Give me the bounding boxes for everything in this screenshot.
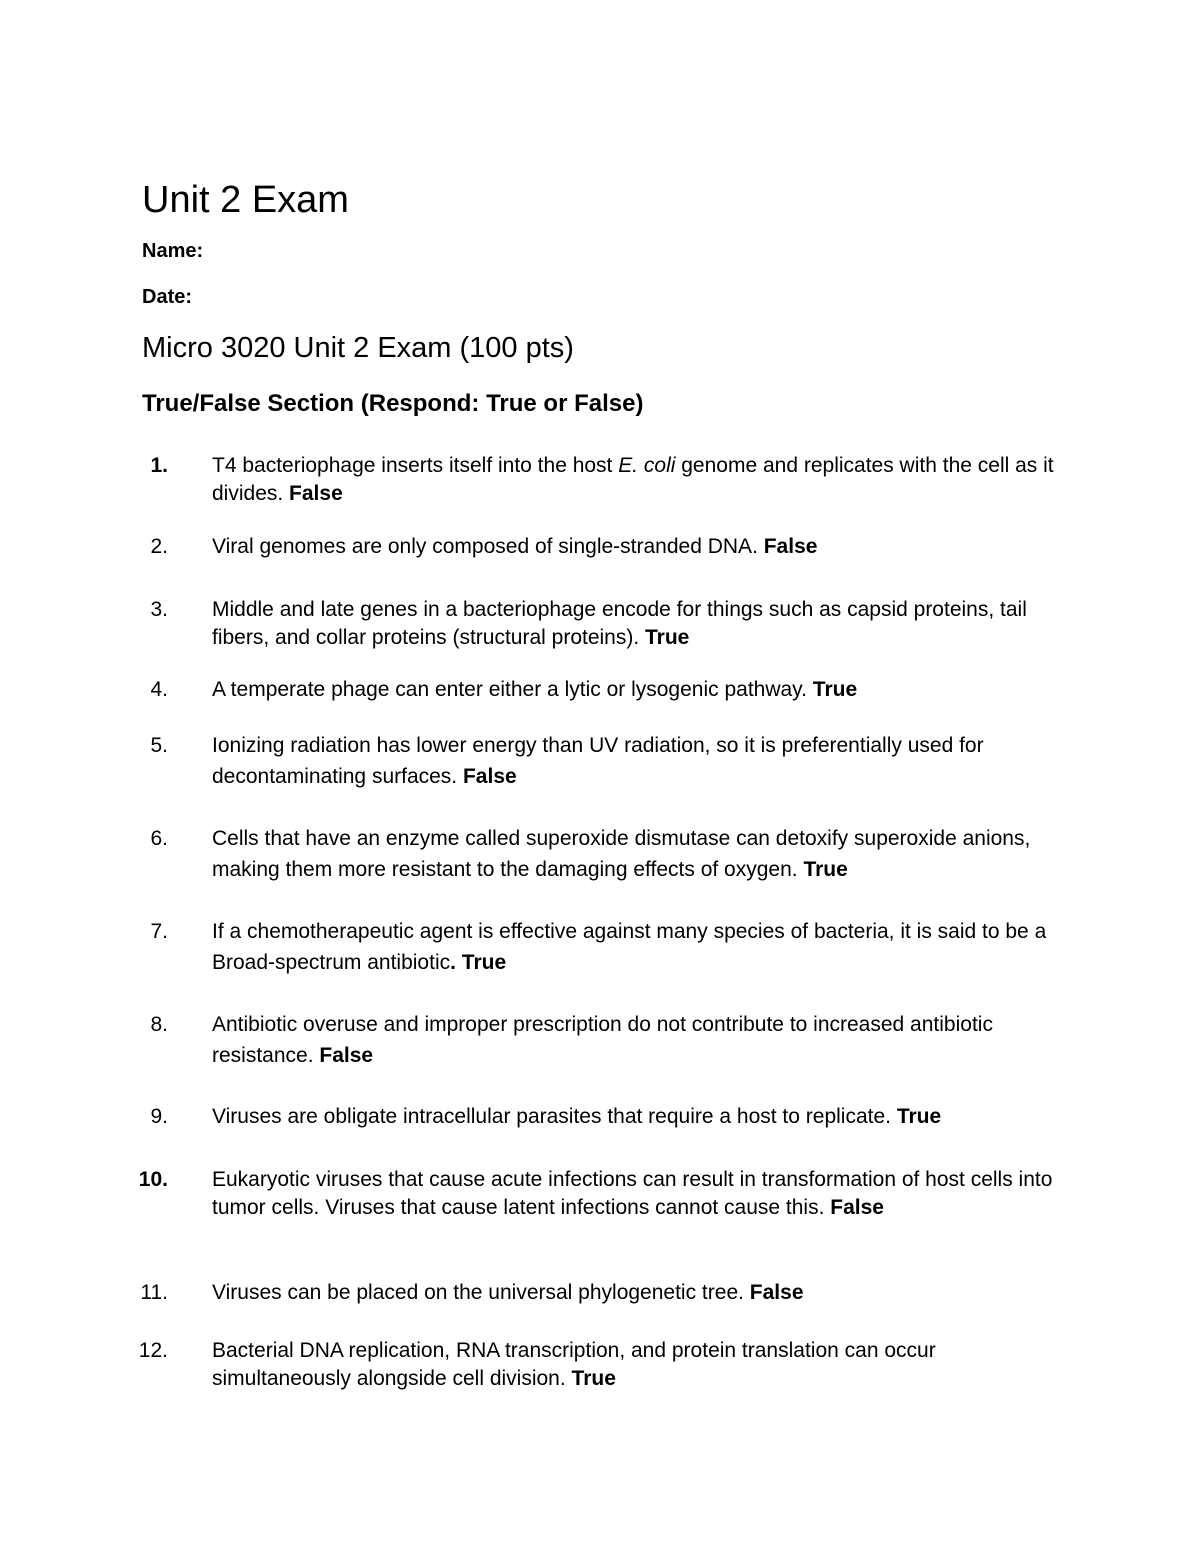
exam-title: Unit 2 Exam: [142, 179, 349, 221]
question-answer: True: [812, 678, 858, 701]
question-6: [142, 823, 1072, 885]
question-number: 9.: [150, 1105, 168, 1128]
question-answer: True: [645, 626, 690, 649]
question-12: [138, 1337, 1072, 1393]
section-title: True/False Section (Respond: True or False): [142, 390, 644, 417]
question-4: [142, 676, 1072, 704]
question-number: 8.: [150, 1013, 168, 1036]
question-text: Ionizing radiation has lower energy than UV radiation, so it is preferentially used for decontaminating surfaces.: [212, 734, 984, 788]
question-text: Antibiotic overuse and improper prescription do not contribute to increased antibiotic resistance.: [212, 1013, 993, 1067]
question-answer: False: [289, 482, 343, 505]
question-text: Bacterial DNA replication, RNA transcription, and protein translation can occur simultaneously alongside cell division.: [212, 1339, 936, 1390]
question-number: 10.: [138, 1168, 168, 1191]
question-text: Viruses are obligate intracellular parasites that require a host to replicate.: [212, 1105, 897, 1128]
question-text: T4 bacteriophage inserts itself into the host: [212, 454, 619, 477]
question-3: [142, 596, 1072, 652]
question-number: 4.: [150, 678, 168, 701]
question-9: [142, 1103, 1072, 1131]
question-2: [142, 533, 1072, 561]
question-number: 1.: [150, 454, 168, 477]
question-7: [142, 916, 1072, 978]
question-answer: False: [763, 535, 818, 558]
question-number: 2.: [150, 535, 168, 558]
question-10: [138, 1166, 1072, 1222]
question-answer: False: [462, 765, 517, 788]
question-number: 3.: [150, 598, 168, 621]
name-label: Name:: [142, 240, 204, 262]
question-answer: . True: [450, 951, 507, 974]
question-number: 11.: [140, 1281, 168, 1304]
question-answer: True: [896, 1105, 942, 1128]
exam-subtitle: Micro 3020 Unit 2 Exam (100 pts): [142, 332, 574, 364]
question-number: 6.: [150, 827, 168, 850]
question-answer: False: [319, 1044, 374, 1067]
question-text: Viral genomes are only composed of single-stranded DNA.: [212, 535, 764, 558]
question-11: [142, 1279, 1072, 1307]
question-text: Eukaryotic viruses that cause acute infections can result in transformation of host cells into tumor cells. Viruses that cause latent infections cannot cause this.: [212, 1168, 1053, 1219]
question-text: Viruses can be placed on the universal phylogenetic tree.: [212, 1281, 750, 1304]
question-text-rest: genome and replicates with the cell as it divides.: [212, 454, 1054, 505]
question-1: [142, 452, 1072, 508]
question-8: [142, 1009, 1072, 1071]
question-text: A temperate phage can enter either a lytic or lysogenic pathway.: [212, 678, 813, 701]
question-answer: True: [803, 858, 848, 881]
question-italic-term: E. coli: [618, 454, 676, 477]
question-number: 12.: [138, 1339, 168, 1362]
question-text: Cells that have an enzyme called superoxide dismutase can detoxify superoxide anions, making them more resistant to the damaging effects of oxygen.: [212, 827, 1031, 881]
question-number: 7.: [150, 920, 168, 943]
question-answer: True: [571, 1367, 616, 1390]
question-answer: False: [749, 1281, 804, 1304]
question-number: 5.: [150, 734, 168, 757]
question-5: [142, 730, 1072, 792]
question-text: If a chemotherapeutic agent is effective against many species of bacteria, it is said to be a Broad-spectrum antibiotic: [212, 920, 1047, 974]
date-label: Date:: [142, 286, 193, 308]
question-text: Middle and late genes in a bacteriophage encode for things such as capsid proteins, tail fibers, and collar proteins (structural proteins).: [212, 598, 1027, 649]
question-answer: False: [830, 1196, 884, 1219]
